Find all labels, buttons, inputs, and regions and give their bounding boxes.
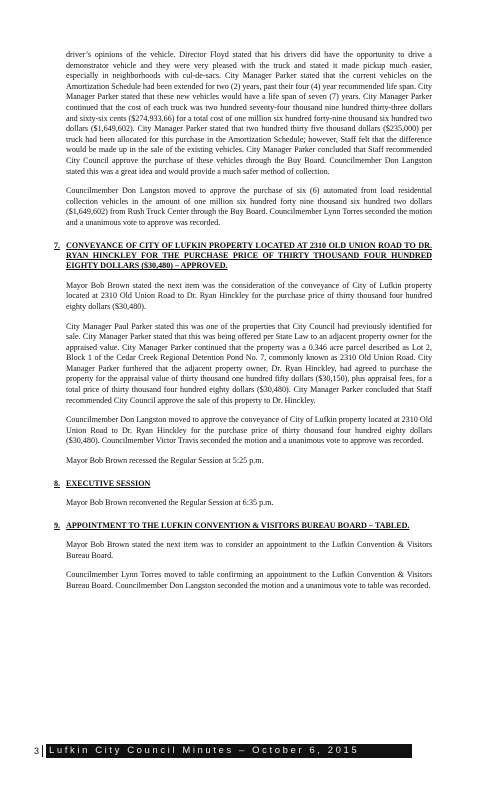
section-7-heading	[54, 241, 432, 272]
section-number: 9.	[54, 520, 61, 530]
footer-title: Lufkin City Council Minutes – October 6, 2015	[46, 744, 412, 758]
section-9-heading	[54, 521, 432, 531]
section-title: EXECUTIVE SESSION	[66, 478, 151, 488]
paragraph: Mayor Bob Brown stated the next item was the consideration of the conveyance of City of Lufkin property located at 2310 Old Union Road to Dr. Ryan Hinckley for the purchase price of thirty thousand four hundred eighty dollars ($30,480).	[66, 280, 432, 311]
section-title: APPOINTMENT TO THE LUFKIN CONVENTION & VISITORS BUREAU BOARD – TABLED.	[66, 520, 410, 530]
paragraph: Councilmember Don Langston moved to approve the conveyance of City of Lufkin property located at 2310 Old Union Road to Dr. Ryan Hinckley for the purchase price of thirty thousand four hundred eighty dollars ($30,480). Councilmember Victor Travis seconded the motion and a unanimous vote to approve was recorded.	[66, 415, 432, 446]
paragraph: Councilmember Don Langston moved to approve the purchase of six (6) automated front load residential collection vehicles in the amount of one million six hundred forty nine thousand six hundred two dollars ($1,649,602) from Rush Truck Center through the Buy Board. Councilmember Lynn Torres seconded the motion and a unanimous vote to approve was recorded.	[66, 186, 432, 227]
paragraph: Mayor Bob Brown reconvened the Regular Session at 6:35 p.m.	[66, 498, 274, 508]
paragraph: City Manager Paul Parker stated this was one of the properties that City Council had previously identified for sale. City Manager Parker stated that this was being offered per State Law to an adjacent property owner for the appraised value. City Manager Parker continued that the property was a 0.346 acre parcel described as Lot 2, Block 1 of the Cedar Creek Regional Detention Pond No. 7, commonly known as 2310 Old Union Road. City Manager Parker furthered that the adjacent property owner, Dr. Ryan Hinckley, had agreed to purchase the property for the appraisal value of thirty thousand one hundred fifty dollars ($30,150), plus appraisal fees, for a total price of thirty thousand four hundred eighty dollars ($30,480). City Manager Parker concluded that Staff recommended City Council approve the sale of this property to Dr. Hinckley.	[66, 321, 432, 405]
section-8-heading	[54, 479, 432, 489]
paragraph: driver’s opinions of the vehicle. Director Floyd stated that his drivers did have the opportunity to drive a demonstrator vehicle and they were very pleased with the truck and stated it made pickup much easier, especially in neighborhoods with cul-de-sacs. City Manager Parker stated that the current vehicles on the Amortization Schedule had been extended for two (2) years, past their four (4) year recommended life span. City Manager Parker stated that these new vehicles would have a life span of seven (7) years. City Manager Parker continued that the cost of each truck was two hundred seventy-four thousand nine hundred thirty-three dollars and sixty-six cents ($274,933.66) for a total cost of one million six hundred forty-nine thousand six hundred two dollars ($1,649,602). City Manager Parker stated that two hundred thirty five thousand dollars ($235,000) per truck had been allocated for this purchase in the Amortization Schedule; however, Staff felt that the difference would be made up in the sale of the existing vehicles. City Manager Parker concluded that Staff recommended City Council approve the purchase of these vehicles through the Buy Board. Councilmember Don Langston stated this was a great idea and would provide a much safer method of collection.	[66, 50, 432, 176]
section-title: CONVEYANCE OF CITY OF LUFKIN PROPERTY LOCATED AT 2310 OLD UNION ROAD TO DR. RYAN HINCKLEY FOR THE PURCHASE PRICE OF THIRTY THOUSAND FOUR HUNDRED EIGHTY DOLLARS ($30,480) – APPROVED.	[66, 240, 432, 271]
minutes-body	[54, 50, 432, 600]
page-number: 3	[34, 745, 43, 757]
paragraph: Mayor Bob Brown stated the next item was to consider an appointment to the Lufkin Convention & Visitors Bureau Board.	[66, 540, 432, 560]
paragraph: Mayor Bob Brown recessed the Regular Session at 5:25 p.m.	[66, 456, 264, 466]
paragraph: Councilmember Lynn Torres moved to table confirming an appointment to the Lufkin Convention & Visitors Bureau Board. Councilmember Don Langston seconded the motion and a unanimous vote to table was recorded.	[66, 570, 432, 590]
section-number: 8.	[54, 478, 61, 488]
section-number: 7.	[54, 240, 61, 250]
page-footer	[34, 744, 412, 758]
